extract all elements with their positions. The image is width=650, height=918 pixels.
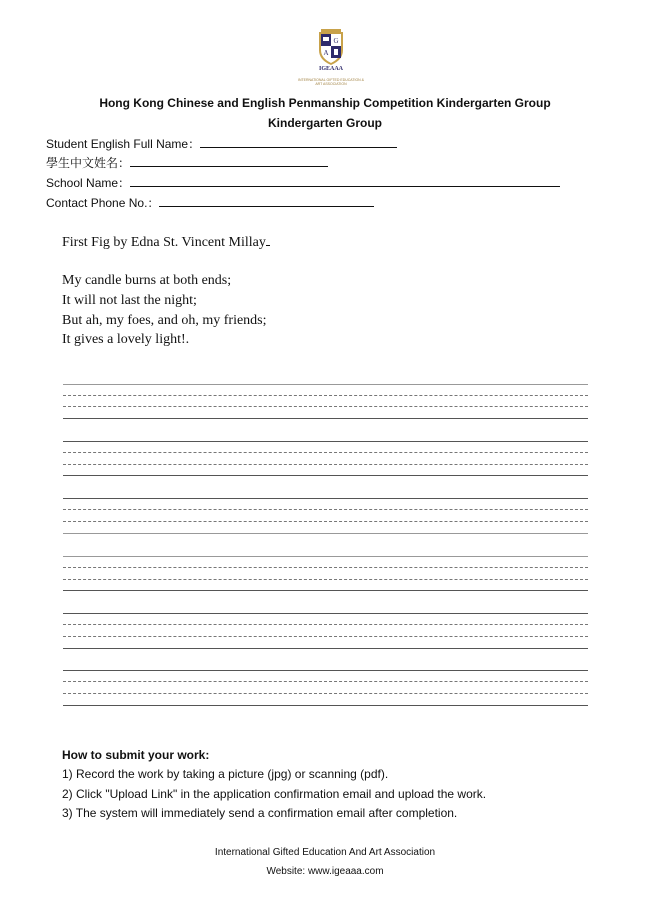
logo-acronym: IGEAAA xyxy=(318,66,343,72)
title-underscore xyxy=(266,233,270,246)
poem-line: It gives a lovely light!. xyxy=(62,332,190,347)
shield-crest-icon xyxy=(306,28,356,68)
poem-line: My candle burns at both ends; xyxy=(62,273,232,288)
poem-title-text: First Fig by Edna St. Vincent Millay xyxy=(62,235,266,250)
instruction-step: 2) Click "Upload Link" in the application confirmation email and upload the work. xyxy=(62,787,487,801)
igeaaa-logo xyxy=(306,28,356,80)
field-blank-line[interactable] xyxy=(130,174,560,187)
instruction-step: 1) Record the work by taking a picture (jpg) or scanning (pdf). xyxy=(62,767,389,781)
student-chinese-name-field[interactable] xyxy=(46,154,328,171)
logo-caption: INTERNATIONAL GIFTED EDUCATION & ART ASSOCIATION xyxy=(297,78,365,86)
poem-title xyxy=(62,233,270,251)
svg-text:A: A xyxy=(323,49,329,57)
field-label: Student English Full Name： xyxy=(46,137,201,151)
field-label: 學生中文姓名： xyxy=(46,156,131,170)
footer-organization: International Gifted Education And Art Association xyxy=(214,847,436,858)
contact-phone-field[interactable] xyxy=(46,194,374,211)
field-blank-line[interactable] xyxy=(159,194,374,207)
svg-text:G: G xyxy=(333,37,339,45)
page-subtitle: Kindergarten Group xyxy=(267,116,382,130)
field-blank-line[interactable] xyxy=(130,154,328,167)
instructions-heading: How to submit your work: xyxy=(62,748,210,762)
school-name-field[interactable] xyxy=(46,174,560,191)
poem-line: But ah, my foes, and oh, my friends; xyxy=(62,313,267,328)
student-english-name-field[interactable] xyxy=(46,135,397,152)
page-title: Hong Kong Chinese and English Penmanship Competition Kindergarten Group xyxy=(99,96,551,110)
instruction-step: 3) The system will immediately send a confirmation email after completion. xyxy=(62,806,458,820)
field-label: School Name： xyxy=(46,176,131,190)
poem-line: It will not last the night; xyxy=(62,293,197,308)
field-blank-line[interactable] xyxy=(200,135,397,148)
field-label: Contact Phone No.： xyxy=(46,196,160,210)
footer-website[interactable]: Website: www.igeaaa.com xyxy=(266,866,384,877)
